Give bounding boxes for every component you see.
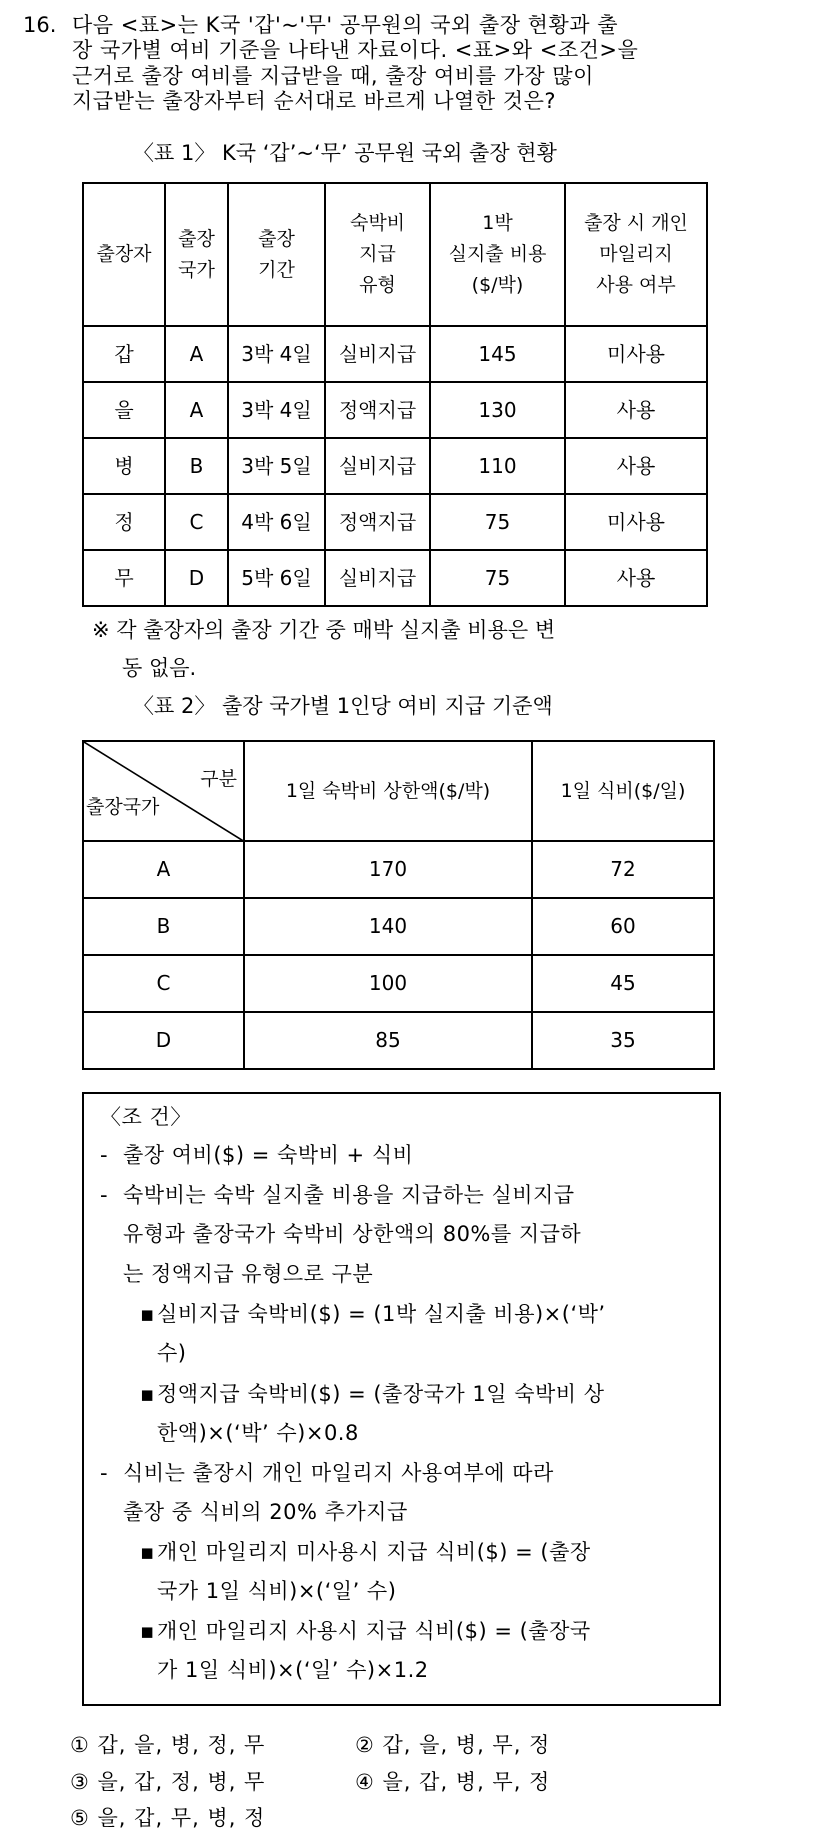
cell-lodging-type: 실비지급 — [325, 550, 430, 606]
header-mileage-use: 출장 시 개인 마일리지 사용 여부 — [565, 183, 707, 326]
header-country: 출장 국가 — [165, 183, 228, 326]
question-line-2: 장 국가별 여비 기준을 나타낸 자료이다. <표>와 <조건>을 — [72, 38, 639, 62]
table2-title: 〈표 2〉 출장 국가별 1인당 여비 지급 기준액 — [133, 694, 553, 718]
table-row — [83, 382, 707, 438]
cell-mileage-use: 미사용 — [565, 494, 707, 550]
condition-line: 개인 마일리지 미사용시 지급 식비($) = (출장 — [157, 1540, 591, 1564]
condition-line: 한액)×(‘박’ 수)×0.8 — [157, 1421, 359, 1445]
option-5[interactable] — [70, 1805, 265, 1831]
cell-mileage-use: 사용 — [565, 550, 707, 606]
cell-lodging-cap: 100 — [244, 955, 532, 1012]
option-marker: ③ — [70, 1770, 90, 1794]
condition-line: 숙박비는 숙박 실지출 비용을 지급하는 실비지급 — [123, 1183, 575, 1207]
condition-line: 식비는 출장시 개인 마일리지 사용여부에 따라 — [123, 1461, 554, 1485]
dash-icon: - — [100, 1183, 109, 1207]
cell-country: A — [83, 841, 244, 898]
header-traveler: 출장자 — [83, 183, 165, 326]
bullet-icon: ▪ — [140, 1540, 155, 1564]
cell-country: C — [83, 955, 244, 1012]
option-2[interactable] — [355, 1732, 550, 1758]
header-lodging-type: 숙박비 지급 유형 — [325, 183, 430, 326]
table-row — [83, 550, 707, 606]
question-number: 16. — [23, 13, 57, 37]
table1-header-row — [83, 183, 707, 326]
option-text: 을, 갑, 무, 병, 정 — [97, 1806, 266, 1830]
cell-country: B — [83, 898, 244, 955]
question-line-3: 근거로 출장 여비를 지급받을 때, 출장 여비를 가장 많이 — [72, 64, 594, 88]
cell-nightly-cost: 75 — [430, 494, 565, 550]
cell-traveler: 정 — [83, 494, 165, 550]
cell-traveler: 을 — [83, 382, 165, 438]
cell-lodging-cap: 85 — [244, 1012, 532, 1069]
option-1[interactable] — [70, 1732, 265, 1758]
cell-country: A — [165, 382, 228, 438]
table1-title: 〈표 1〉 K국 ‘갑’~‘무’ 공무원 국외 출장 현황 — [133, 141, 557, 165]
header-corner-cell — [83, 741, 244, 841]
table-row — [83, 1012, 714, 1069]
cell-mileage-use: 미사용 — [565, 326, 707, 382]
cell-nightly-cost: 110 — [430, 438, 565, 494]
cell-country: C — [165, 494, 228, 550]
cell-country: D — [165, 550, 228, 606]
cell-traveler: 무 — [83, 550, 165, 606]
header-lodging-cap: 1일 숙박비 상한액($/박) — [244, 741, 532, 841]
table-row — [83, 438, 707, 494]
cell-country: D — [83, 1012, 244, 1069]
condition-line: 수) — [157, 1341, 187, 1365]
cell-country: A — [165, 326, 228, 382]
cell-period: 3박 4일 — [228, 382, 325, 438]
condition-line: 정액지급 숙박비($) = (출장국가 1일 숙박비 상 — [157, 1382, 605, 1406]
cell-period: 5박 6일 — [228, 550, 325, 606]
option-text: 을, 갑, 병, 무, 정 — [382, 1770, 551, 1794]
question-line-4: 지급받는 출장자부터 순서대로 바르게 나열한 것은? — [72, 89, 557, 113]
condition-line: 출장 중 식비의 20% 추가지급 — [123, 1500, 408, 1524]
option-text: 갑, 을, 병, 무, 정 — [382, 1733, 551, 1757]
cell-country: B — [165, 438, 228, 494]
option-marker: ② — [355, 1733, 375, 1757]
bullet-icon: ▪ — [140, 1619, 155, 1643]
condition-line: 국가 1일 식비)×(‘일’ 수) — [157, 1579, 397, 1603]
corner-label-category: 구분 — [200, 768, 237, 790]
cell-meal-allowance: 60 — [532, 898, 714, 955]
option-text: 갑, 을, 병, 정, 무 — [97, 1733, 266, 1757]
dash-icon: - — [100, 1143, 109, 1167]
question-line-1: 다음 <표>는 K국 '갑'~'무' 공무원의 국외 출장 현황과 출 — [72, 13, 618, 37]
condition-line: 출장 여비($) = 숙박비 + 식비 — [123, 1143, 414, 1167]
cell-lodging-type: 정액지급 — [325, 494, 430, 550]
option-text: 을, 갑, 정, 병, 무 — [97, 1770, 266, 1794]
table2-header-row — [83, 741, 714, 841]
header-nightly-cost: 1박 실지출 비용 ($/박) — [430, 183, 565, 326]
cell-period: 4박 6일 — [228, 494, 325, 550]
cell-nightly-cost: 145 — [430, 326, 565, 382]
condition-line: 실비지급 숙박비($) = (1박 실지출 비용)×(‘박’ — [157, 1302, 606, 1326]
cell-mileage-use: 사용 — [565, 438, 707, 494]
table-row — [83, 326, 707, 382]
option-marker: ① — [70, 1733, 90, 1757]
cell-lodging-type: 정액지급 — [325, 382, 430, 438]
cell-period: 3박 5일 — [228, 438, 325, 494]
cell-nightly-cost: 75 — [430, 550, 565, 606]
option-3[interactable] — [70, 1769, 265, 1795]
table-row — [83, 494, 707, 550]
table1-note-line-2: 동 없음. — [122, 656, 197, 680]
table2 — [82, 740, 715, 1070]
bullet-icon: ▪ — [140, 1302, 155, 1326]
header-period: 출장 기간 — [228, 183, 325, 326]
table-row — [83, 841, 714, 898]
cell-traveler: 병 — [83, 438, 165, 494]
cell-nightly-cost: 130 — [430, 382, 565, 438]
table1-note-line-1: ※ 각 출장자의 출장 기간 중 매박 실지출 비용은 변 — [92, 618, 556, 642]
condition-line: 개인 마일리지 사용시 지급 식비($) = (출장국 — [157, 1619, 591, 1643]
cell-lodging-cap: 170 — [244, 841, 532, 898]
cell-period: 3박 4일 — [228, 326, 325, 382]
dash-icon: - — [100, 1461, 109, 1485]
cell-lodging-type: 실비지급 — [325, 326, 430, 382]
corner-label-country: 출장국가 — [86, 796, 160, 818]
condition-line: 유형과 출장국가 숙박비 상한액의 80%를 지급하 — [123, 1222, 582, 1246]
option-4[interactable] — [355, 1769, 550, 1795]
table1 — [82, 182, 708, 607]
cell-traveler: 갑 — [83, 326, 165, 382]
table-row — [83, 955, 714, 1012]
cell-lodging-type: 실비지급 — [325, 438, 430, 494]
cell-lodging-cap: 140 — [244, 898, 532, 955]
cell-meal-allowance: 72 — [532, 841, 714, 898]
cell-mileage-use: 사용 — [565, 382, 707, 438]
bullet-icon: ▪ — [140, 1382, 155, 1406]
cell-meal-allowance: 45 — [532, 955, 714, 1012]
option-marker: ④ — [355, 1770, 375, 1794]
option-marker: ⑤ — [70, 1806, 90, 1830]
table-row — [83, 898, 714, 955]
header-meal-allowance: 1일 식비($/일) — [532, 741, 714, 841]
conditions-title: 〈조 건〉 — [100, 1105, 192, 1129]
cell-meal-allowance: 35 — [532, 1012, 714, 1069]
condition-line: 가 1일 식비)×(‘일’ 수)×1.2 — [157, 1658, 429, 1682]
condition-line: 는 정액지급 유형으로 구분 — [123, 1262, 374, 1286]
